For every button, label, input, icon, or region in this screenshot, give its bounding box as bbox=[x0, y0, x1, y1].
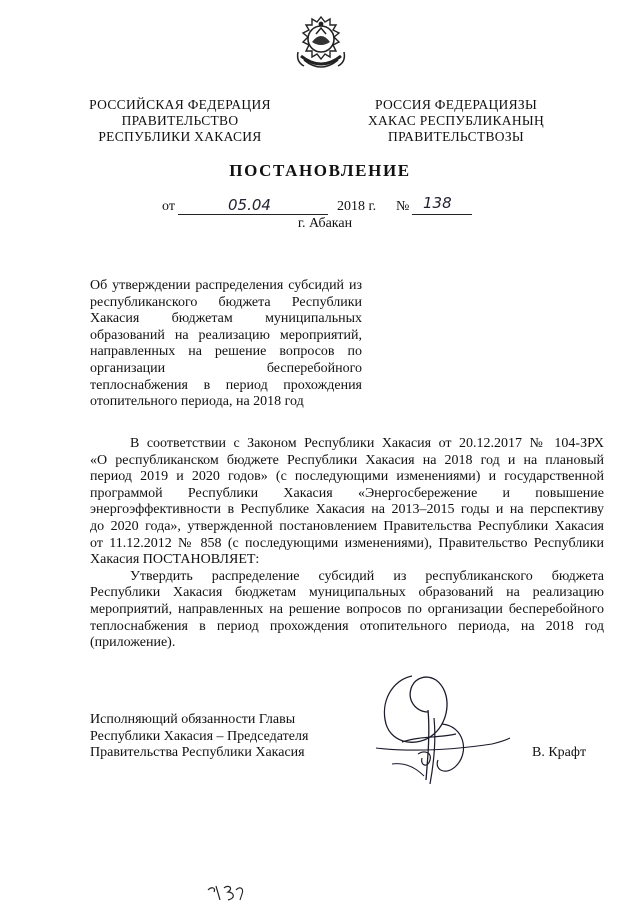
number-underline bbox=[412, 214, 472, 215]
header-left bbox=[80, 97, 280, 145]
signatory-title-line: Республики Хакасия – Председателя bbox=[90, 728, 309, 744]
date-handwritten: 05.04 bbox=[228, 196, 271, 214]
body-line: энергоэффективности в Республике Хакасия на 2013–2015 годы и на перспективу bbox=[90, 502, 604, 518]
coat-of-arms-emblem bbox=[292, 14, 350, 78]
body-line: Республики Хакасия бюджетам муниципальных образований на реализацию bbox=[90, 585, 604, 601]
subject-line: отопительного периода, на 2018 год bbox=[90, 394, 304, 410]
signature-block bbox=[90, 712, 308, 762]
number-label: № bbox=[396, 199, 410, 214]
date-from-label: от bbox=[162, 199, 175, 214]
body-line: «О республиканском бюджете Республики Хакасия на 2018 год и на плановый bbox=[90, 452, 604, 468]
body-line: от 11.12.2012 № 858 (с последующими изменениями), Правительство Республики bbox=[90, 535, 604, 551]
subject-line: образований на реализацию мероприятий, bbox=[90, 327, 362, 343]
handwritten-signature bbox=[372, 672, 512, 792]
header-right bbox=[356, 97, 556, 145]
body-line: В соответствии с Законом Республики Хакасия от 20.12.2017 № 104-ЗРХ bbox=[130, 436, 604, 451]
subject-block bbox=[90, 278, 362, 411]
signatory-title-line: Правительства Республики Хакасия bbox=[90, 745, 305, 761]
body-line: Утвердить распределение субсидий из республиканского бюджета bbox=[130, 568, 604, 584]
body-text bbox=[90, 436, 604, 652]
body-line: период 2019 и 2020 годов» (с последующими изменениями) и государственной bbox=[90, 469, 604, 485]
body-line: мероприятий, направленных на решение вопросов по организации бесперебойного bbox=[90, 601, 604, 617]
header-left-line: РОССИЙСКАЯ ФЕДЕРАЦИЯ bbox=[89, 97, 271, 112]
footer-handwritten-mark bbox=[206, 882, 254, 904]
body-line: до 2020 года», утвержденной постановлением Правительства Республики Хакасия bbox=[90, 518, 604, 534]
number-handwritten: 138 bbox=[423, 194, 452, 212]
subject-line: Хакасия бюджетам муниципальных bbox=[90, 311, 362, 327]
header-right-line: ПРАВИТЕЛЬСТВОЗЫ bbox=[388, 129, 524, 144]
date-year: 2018 г. bbox=[337, 199, 377, 214]
signatory-name: В. Крафт bbox=[532, 745, 587, 760]
body-line: теплоснабжения в период прохождения отопительного периода, на 2018 год bbox=[90, 618, 604, 634]
subject-line: направленных на решение вопросов по bbox=[90, 344, 362, 360]
subject-line: Об утверждении распределения субсидий из bbox=[90, 278, 362, 293]
header-right-line: ХАКАС РЕСПУБЛИКАНЫҢ bbox=[367, 113, 545, 128]
city-label: г. Абакан bbox=[297, 216, 353, 231]
subject-line: организации бесперебойного bbox=[90, 360, 362, 376]
body-line: программой Республики Хакасия «Энергосбережение и повышение bbox=[90, 485, 604, 501]
signatory-title-line: Исполняющий обязанности Главы bbox=[90, 712, 296, 727]
body-line: Хакасия ПОСТАНОВЛЯЕТ: bbox=[90, 552, 260, 568]
document-title: ПОСТАНОВЛЕНИЕ bbox=[229, 161, 411, 180]
body-line: (приложение). bbox=[90, 635, 176, 651]
date-underline bbox=[178, 214, 328, 215]
header-left-line: РЕСПУБЛИКИ ХАКАСИЯ bbox=[98, 129, 262, 144]
header-left-line: ПРАВИТЕЛЬСТВО bbox=[121, 113, 239, 128]
subject-line: теплоснабжения в период прохождения bbox=[90, 377, 362, 393]
header-right-line: РОССИЯ ФЕДЕРАЦИЯЗЫ bbox=[374, 97, 538, 112]
subject-line: республиканского бюджета Республики bbox=[90, 294, 362, 310]
